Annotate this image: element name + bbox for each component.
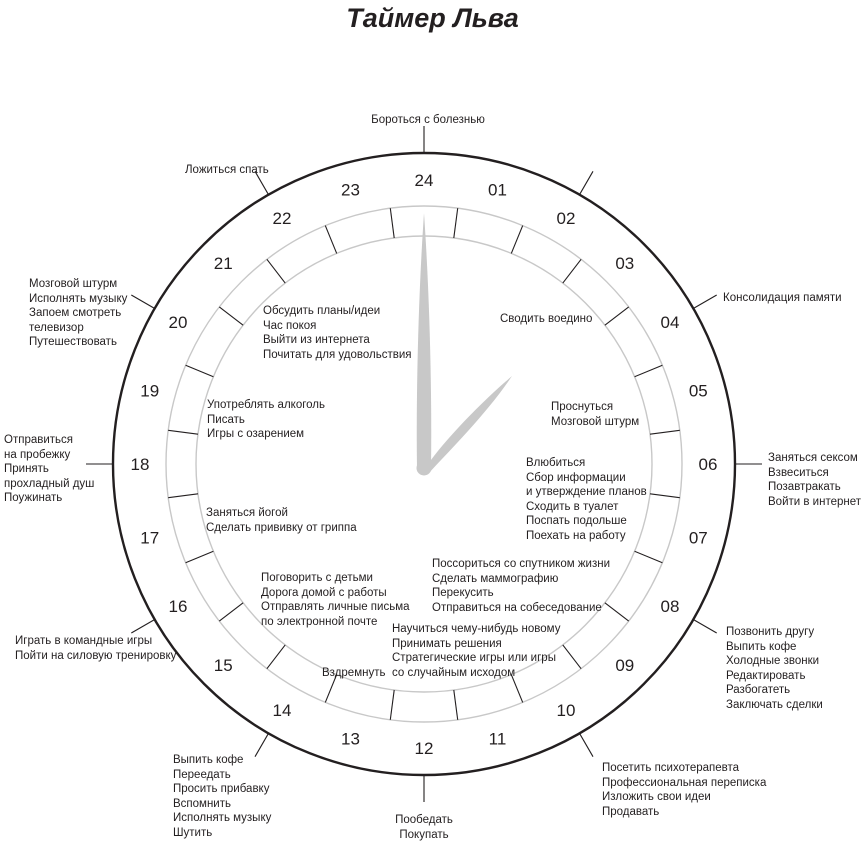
page-title: Таймер Льва: [346, 3, 519, 33]
minute-hand: [417, 213, 431, 468]
outer-label-04: Консолидация памяти: [723, 292, 842, 304]
outer-label-20: Мозговой штурм Исполнять музыку Запоем смотреть телевизор Путешествовать: [29, 278, 128, 349]
hour-number-24: 24: [414, 171, 434, 190]
outer-label-14: Выпить кофе Переедать Просить прибавку Вспомнить Исполнять музыку Шутить: [173, 754, 272, 839]
hour-number-15: 15: [213, 655, 233, 675]
outer-label-06: Заняться сексом Взвеситься Позавтракать Войти в интернет: [768, 452, 862, 508]
inner-label-09: Поссориться со спутником жизни Сделать маммографию Перекусить Отправиться на собеседование: [432, 558, 610, 614]
outer-label-12: Пообедать Покупать: [395, 814, 453, 841]
inner-tick: [219, 603, 243, 621]
inner-label-19: Употреблять алкоголь Писать Игры с озарением: [207, 399, 325, 441]
hour-number-08: 08: [660, 597, 680, 616]
hour-number-19: 19: [140, 381, 160, 401]
hour-number-07: 07: [688, 528, 708, 548]
inner-tick: [168, 430, 198, 434]
hour-number-20: 20: [168, 313, 188, 332]
inner-tick: [454, 690, 458, 720]
hand-pivot: [417, 461, 432, 476]
hour-number-06: 06: [698, 455, 718, 474]
hour-number-23: 23: [341, 180, 360, 200]
inner-tick: [267, 259, 285, 283]
outer-label-18: Отправиться на пробежку Принять прохладный душ Поужинать: [4, 434, 95, 505]
hour-number-11: 11: [488, 729, 507, 749]
inner-tick: [650, 430, 680, 434]
inner-label-15: Поговорить с детьми Дорога домой с работы Отправлять личные письма по электронной почте: [261, 572, 410, 628]
inner-label-11: Научиться чему-нибудь новому Принимать решения Стратегические игры или игры со случайным исходом: [392, 623, 561, 679]
inner-tick: [186, 365, 214, 376]
outer-label-24: Бороться с болезнью: [371, 114, 485, 126]
hour-number-17: 17: [140, 528, 160, 548]
inner-label-21: Обсудить планы/идеи Час покоя Выйти из интернета Почитать для удовольствия: [263, 305, 412, 361]
inner-label-17: Заняться йогой Сделать прививку от гриппа: [206, 507, 357, 534]
outer-tick: [580, 733, 594, 756]
outer-tick: [693, 620, 716, 634]
outer-tick: [693, 295, 716, 309]
inner-tick: [390, 690, 394, 720]
hour-number-16: 16: [168, 597, 188, 616]
hour-number-02: 02: [556, 209, 576, 228]
hour-number-12: 12: [414, 739, 434, 758]
hour-number-22: 22: [272, 209, 292, 228]
hour-hand: [424, 376, 512, 474]
inner-tick: [563, 259, 581, 283]
inner-label-03: Сводить воедино: [500, 313, 593, 325]
hour-number-09: 09: [615, 655, 635, 675]
hour-number-01: 01: [488, 180, 507, 200]
outer-label-08: Позвонить другу Выпить кофе Холодные звонки Редактировать Разбогатеть Заключать сделки: [726, 626, 823, 711]
hour-number-13: 13: [341, 729, 360, 749]
hour-number-10: 10: [556, 701, 576, 720]
outer-label-10: Посетить психотерапевта Профессиональная переписка Изложить свои идеи Продавать: [602, 762, 767, 818]
inner-label-05: Проснуться Мозговой штурм: [551, 401, 640, 428]
inner-label-07: Влюбиться Сбор информации и утверждение планов Сходить в туалет Поспать подольше Поехать на работу: [526, 457, 647, 542]
inner-tick: [511, 226, 522, 254]
hour-number-21: 21: [213, 254, 233, 274]
inner-tick: [650, 494, 680, 498]
inner-tick: [454, 208, 458, 238]
outer-label-22: Ложиться спать: [185, 164, 269, 176]
inner-tick: [219, 307, 243, 325]
outer-tick: [131, 295, 154, 309]
outer-label-16: Играть в командные игры Пойти на силовую тренировку: [15, 635, 177, 662]
hour-number-05: 05: [688, 381, 708, 401]
inner-tick: [325, 226, 336, 254]
inner-tick: [390, 208, 394, 238]
outer-tick: [580, 171, 594, 194]
inner-tick: [186, 551, 214, 562]
inner-tick: [267, 645, 285, 669]
inner-tick: [635, 365, 663, 376]
hour-number-04: 04: [660, 313, 680, 332]
hour-number-03: 03: [615, 254, 635, 274]
outer-tick: [131, 620, 154, 634]
hour-number-14: 14: [272, 701, 292, 720]
inner-label-13: Вздремнуть: [322, 667, 386, 679]
hour-number-18: 18: [130, 455, 150, 474]
inner-tick: [605, 307, 629, 325]
inner-tick: [635, 551, 663, 562]
inner-tick: [168, 494, 198, 498]
inner-tick: [563, 645, 581, 669]
